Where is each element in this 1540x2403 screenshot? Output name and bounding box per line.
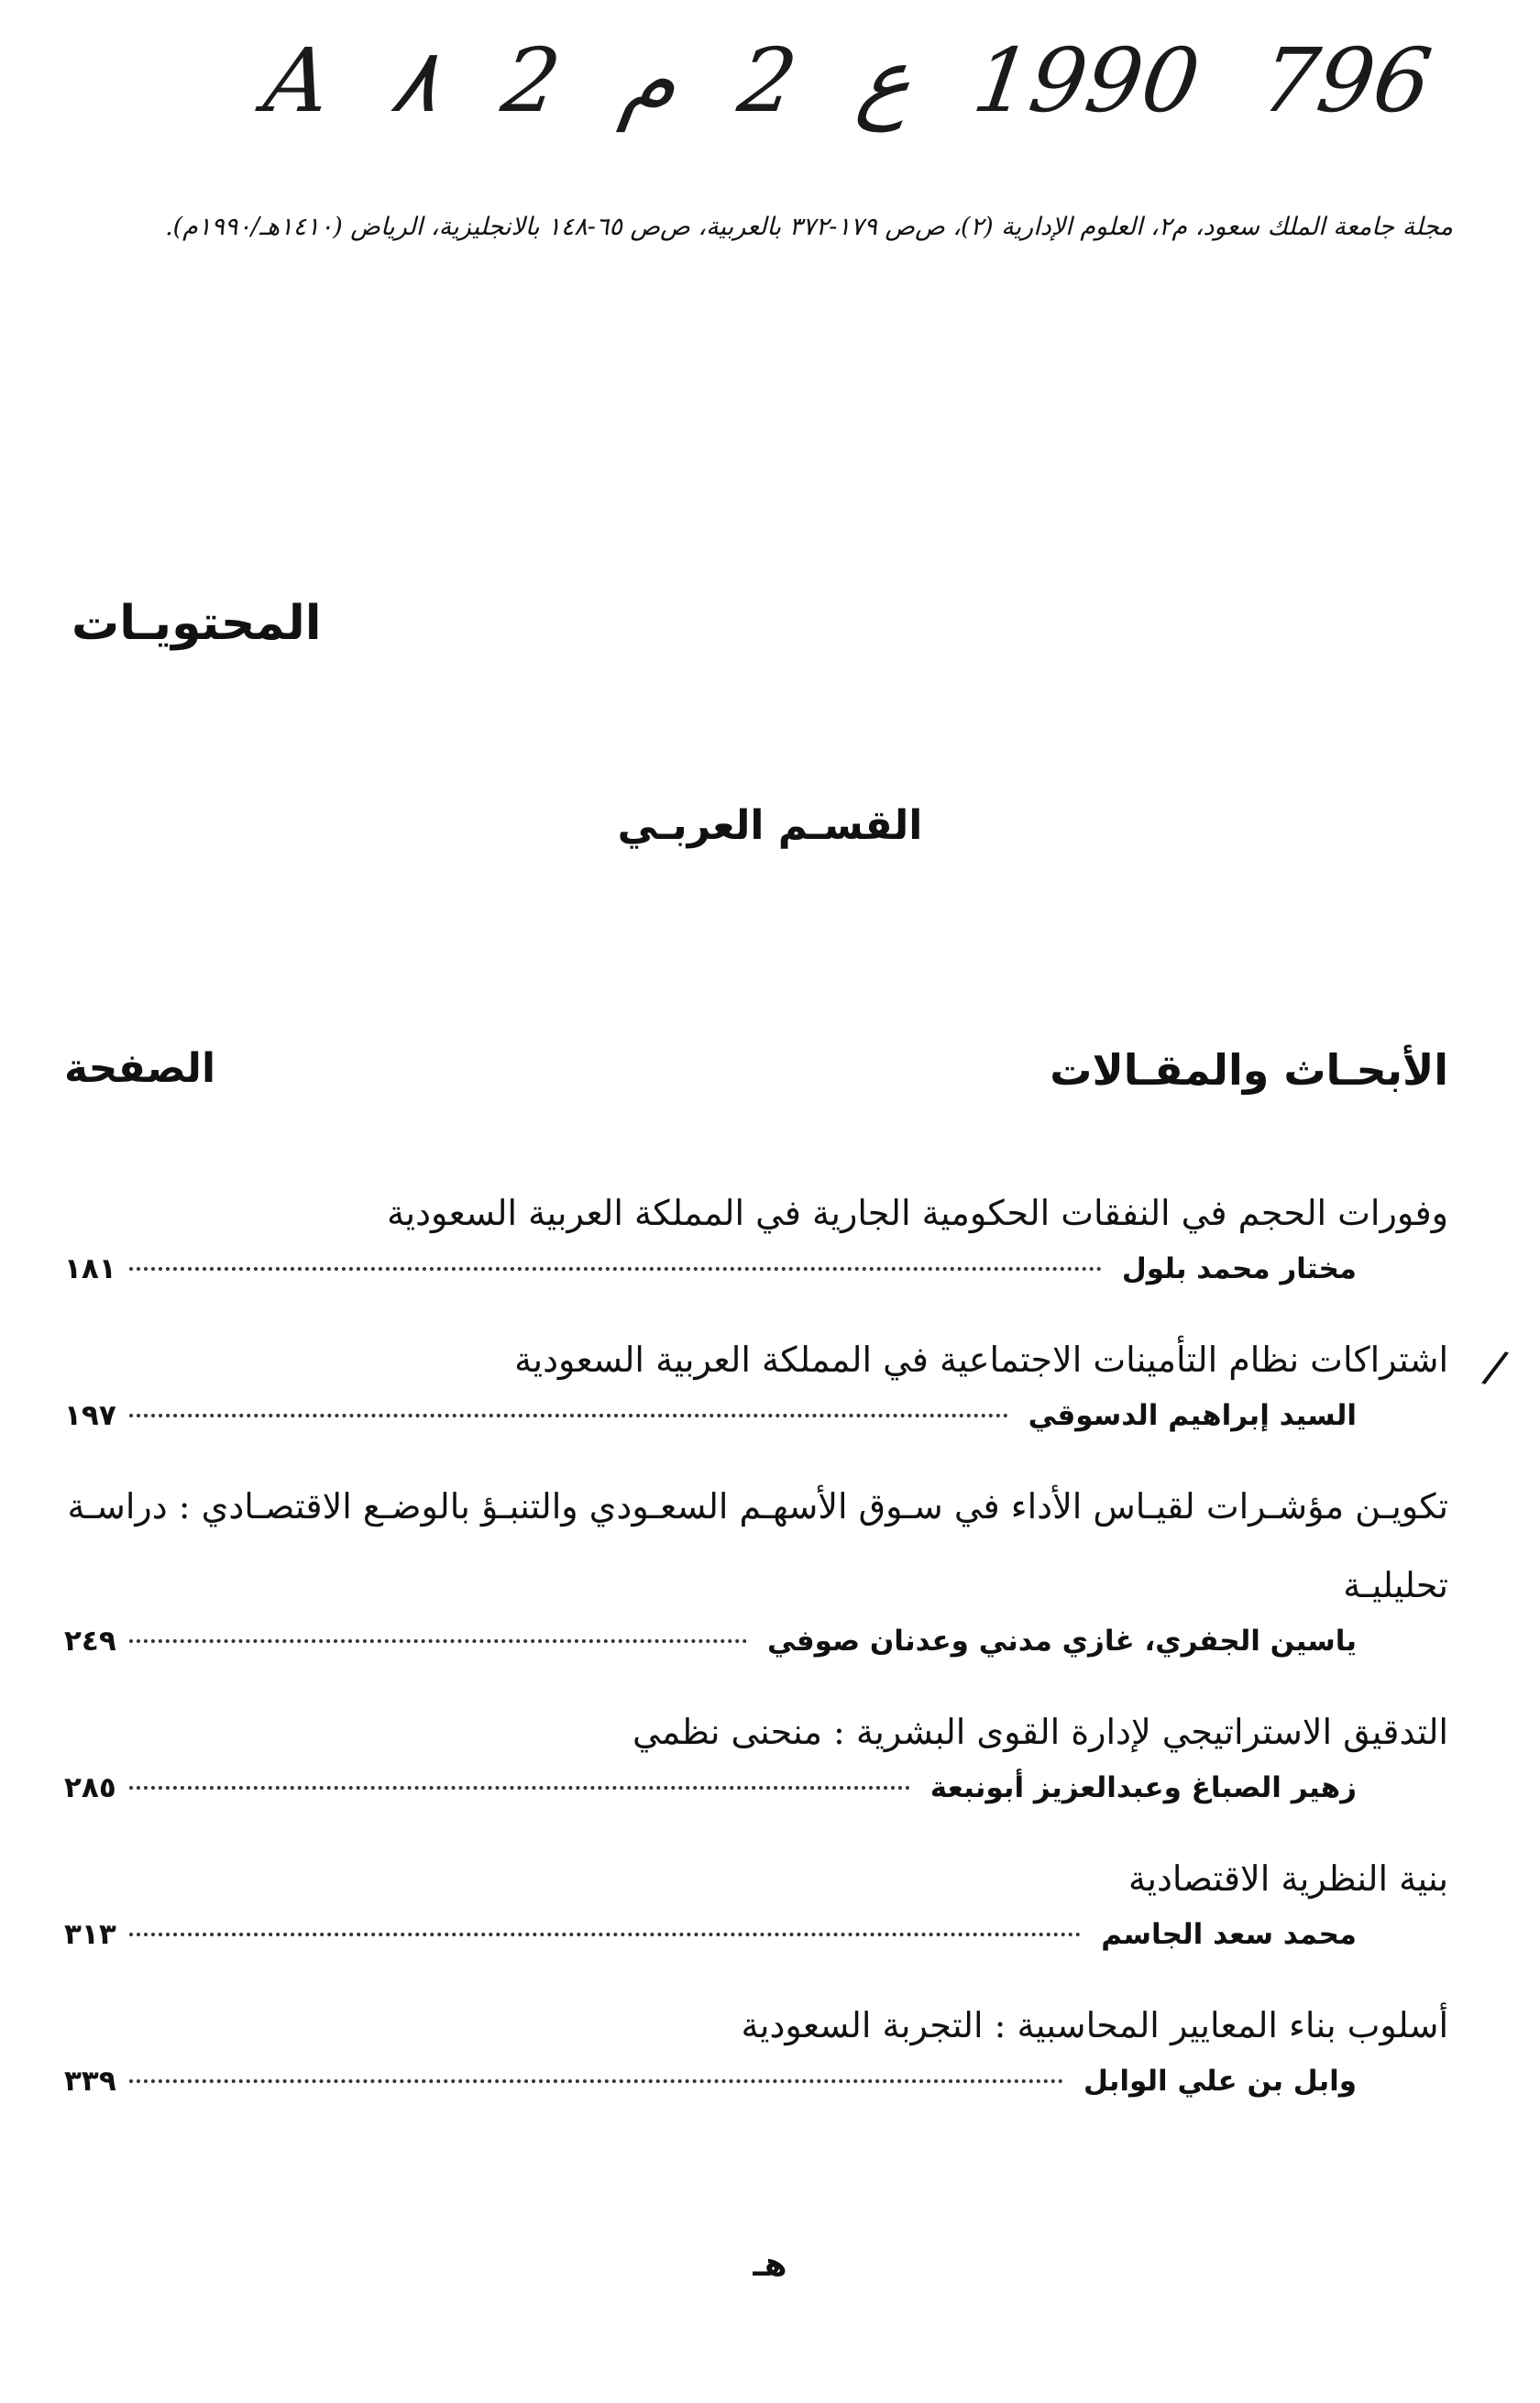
dot-leader	[129, 2079, 1063, 2083]
toc-entry	[64, 1986, 1448, 2133]
article-author: وابل بن علي الوابل	[1084, 2065, 1357, 2098]
article-author: السيد إبراهيم الدسوقي	[1028, 1399, 1357, 1432]
dot-leader	[129, 1414, 1008, 1417]
article-author: مختار محمد بلول	[1121, 1252, 1357, 1285]
page-footer-mark: هـ	[753, 2246, 787, 2284]
toc-entry	[64, 1320, 1512, 1467]
check-mark-icon: /	[1479, 1339, 1512, 1395]
dot-leader	[129, 1267, 1102, 1271]
article-title: تكويـن مؤشـرات لقيـاس الأداء في سـوق الأسهـم السعـودي والتنبـؤ بالوضـع الاقتصـادي : دراسـة تحليليـة	[67, 1486, 1448, 1605]
page-number: ٢٨٥	[64, 1771, 116, 1804]
handwritten-annotation	[258, 29, 1437, 132]
article-title-text: اشتراكات نظام التأمينات الاجتماعية في المملكة العربية السعودية	[514, 1339, 1448, 1380]
article-title: التدقيق الاستراتيجي لإدارة القوى البشرية : منحنى نظمي	[632, 1712, 1448, 1752]
page-number: ١٩٧	[64, 1399, 116, 1432]
article-title	[64, 1320, 1512, 1399]
page-number: ٢٤٩	[64, 1625, 116, 1658]
handwritten-mark: A	[258, 29, 337, 132]
contents-title: المحتويـات	[72, 596, 322, 651]
author-line	[64, 1918, 1448, 1986]
section-title: القسـم العربـي	[617, 802, 923, 849]
page-column-header: الصفحة	[64, 1045, 216, 1092]
dot-leader	[129, 1933, 1081, 1936]
article-author: محمد سعد الجاسم	[1101, 1918, 1357, 1951]
articles-column-header: الأبحـاث والمقـالات	[1050, 1045, 1448, 1095]
article-title: وفورات الحجم في النفقات الحكومية الجارية في المملكة العربية السعودية	[387, 1193, 1448, 1233]
handwritten-mark: م	[614, 29, 685, 132]
handwritten-mark: 2	[732, 29, 804, 132]
dot-leader	[129, 1786, 910, 1790]
page-number: ٣٣٩	[64, 2065, 116, 2098]
dot-leader	[129, 1639, 747, 1643]
handwritten-mark: ٨	[385, 29, 447, 132]
handwritten-mark: 2	[495, 29, 566, 132]
page-number: ١٨١	[64, 1252, 116, 1285]
journal-citation: مجلة جامعة الملك سعود، م٢، العلوم الإدارية (٢)، ص‌ص ١٧٩-٣٧٢ بالعربية، ص‌ص ٦٥-١٤٨ بالانجليزية، الرياض (١٤١٠هـ/١٩٩٠م).	[165, 213, 1453, 241]
handwritten-mark: 1990	[967, 29, 1206, 132]
author-line	[64, 1771, 1448, 1839]
author-line	[64, 1252, 1448, 1320]
page-number: ٣١٣	[64, 1918, 116, 1951]
toc-entry	[64, 1467, 1448, 1692]
article-author: زهير الصباغ وعبدالعزيز أبونبعة	[930, 1771, 1357, 1804]
article-author: ياسين الجفري، غازي مدني وعدنان صوفي	[767, 1625, 1357, 1658]
toc-entry	[64, 1692, 1448, 1839]
author-line	[64, 1625, 1448, 1692]
handwritten-mark: 796	[1254, 29, 1437, 132]
handwritten-mark: ع	[852, 29, 919, 132]
toc-entry	[64, 1174, 1448, 1320]
author-line	[64, 1399, 1448, 1467]
author-line	[64, 2065, 1448, 2133]
table-of-contents	[64, 1174, 1512, 2133]
toc-entry	[64, 1839, 1448, 1986]
article-title: أسلوب بناء المعايير المحاسبية : التجربة السعودية	[741, 2005, 1448, 2045]
article-title: بنية النظرية الاقتصادية	[1128, 1858, 1448, 1899]
